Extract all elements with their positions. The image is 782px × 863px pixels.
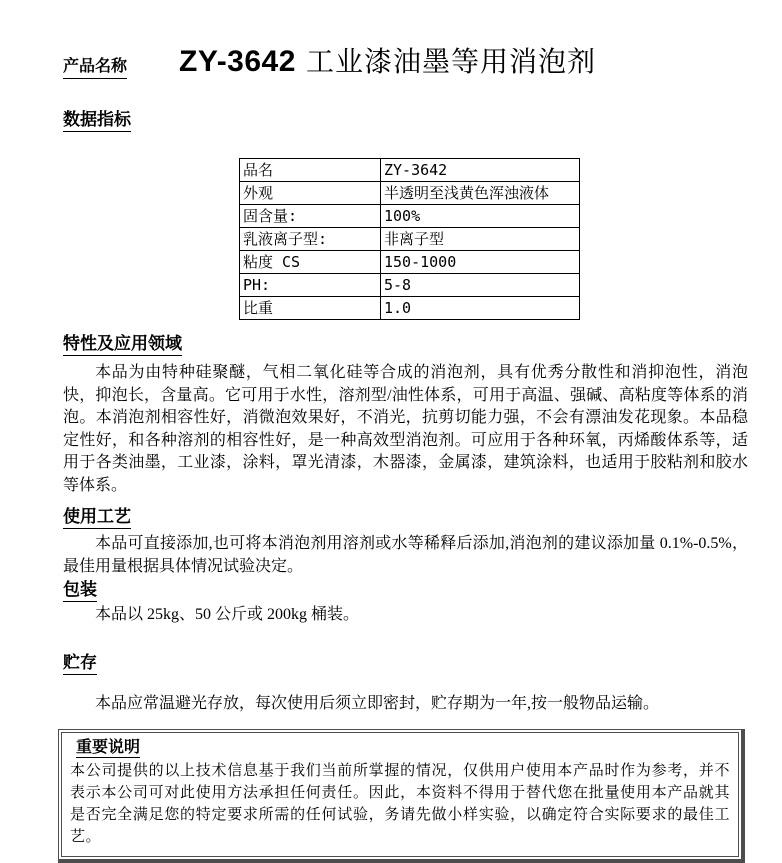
spec-value-cell: 1.0 bbox=[381, 297, 580, 320]
product-title-text: 工业漆油墨等用消泡剂 bbox=[305, 47, 596, 78]
spec-label-cell: 品名 bbox=[240, 159, 381, 182]
table-row bbox=[240, 297, 580, 320]
product-name-label: 产品名称 bbox=[63, 53, 127, 79]
spec-label-cell: 比重 bbox=[240, 297, 381, 320]
section-heading-usage: 使用工艺 bbox=[63, 507, 748, 527]
usage-paragraph: 本品可直接添加,也可将本消泡剂用溶剂或水等稀释后添加,消泡剂的建议添加量 0.1%-0.5%，最佳用量根据具体情况试验决定。 bbox=[63, 535, 748, 575]
product-code: ZY-3642 bbox=[179, 45, 296, 78]
notice-paragraph: 本公司提供的以上技术信息基于我们当前所掌握的情况，仅供用户使用本产品时作为参考，并不表示本公司可对此使用方法承担任何责任。因此，本资料不得用于替代您在批量使用本产品就其是否完全满足您的特定要求所需的任何试验，务请先做小样实验，以确定符合实际要求的最佳工艺。 bbox=[70, 763, 730, 845]
page-title bbox=[63, 40, 748, 80]
spec-value-cell: 半透明至浅黄色浑浊液体 bbox=[381, 182, 580, 205]
important-notice-inner bbox=[61, 732, 739, 857]
spec-value-cell: 100% bbox=[381, 205, 580, 228]
notice-heading: 重要说明 bbox=[76, 739, 141, 756]
table-row bbox=[240, 274, 580, 297]
packaging-paragraph: 本品以 25kg、50 公斤或 200kg 桶装。 bbox=[95, 606, 360, 623]
spec-value-cell: 5-8 bbox=[381, 274, 580, 297]
spec-value-cell: 150-1000 bbox=[381, 251, 580, 274]
section-heading-specs: 数据指标 bbox=[63, 110, 748, 130]
spec-value-cell: 非离子型 bbox=[381, 228, 580, 251]
specs-table bbox=[239, 158, 580, 320]
important-notice-box bbox=[58, 729, 745, 863]
features-paragraph: 本品为由特种硅聚醚，气相二氧化硅等合成的消泡剂，具有优秀分散性和消抑泡性，消泡快，抑泡长，含量高。它可用于水性，溶剂型/油性体系，可用于高温、强碱、高粘度等体系的消泡。本消泡剂相容性好，消微泡效果好，不消光，抗剪切能力强，不会有漂油发花现象。本品稳定性好，和各种溶剂的相容性好，是一种高效型消泡剂。可应用于各种环氧，丙烯酸体系等，适用于各类油墨，工业漆，涂料，罩光清漆，木器漆，金属漆，建筑涂料，也适用于胶粘剂和胶水等体系。 bbox=[63, 364, 748, 494]
spec-label-cell: 固含量: bbox=[240, 205, 381, 228]
storage-paragraph: 本品应常温避光存放，每次使用后须立即密封，贮存期为一年,按一般物品运输。 bbox=[95, 694, 660, 712]
spec-label-cell: 粘度 CS bbox=[240, 251, 381, 274]
section-heading-features: 特性及应用领域 bbox=[63, 334, 748, 354]
spec-label-cell: 外观 bbox=[240, 182, 381, 205]
spec-value-cell: ZY-3642 bbox=[381, 159, 580, 182]
table-row bbox=[240, 228, 580, 251]
table-row bbox=[240, 182, 580, 205]
section-heading-storage: 贮存 bbox=[63, 653, 748, 673]
section-heading-packaging: 包装 bbox=[63, 580, 748, 600]
table-row bbox=[240, 159, 580, 182]
table-row bbox=[240, 205, 580, 228]
spec-label-cell: PH: bbox=[240, 274, 381, 297]
spec-label-cell: 乳液离子型: bbox=[240, 228, 381, 251]
table-row bbox=[240, 251, 580, 274]
